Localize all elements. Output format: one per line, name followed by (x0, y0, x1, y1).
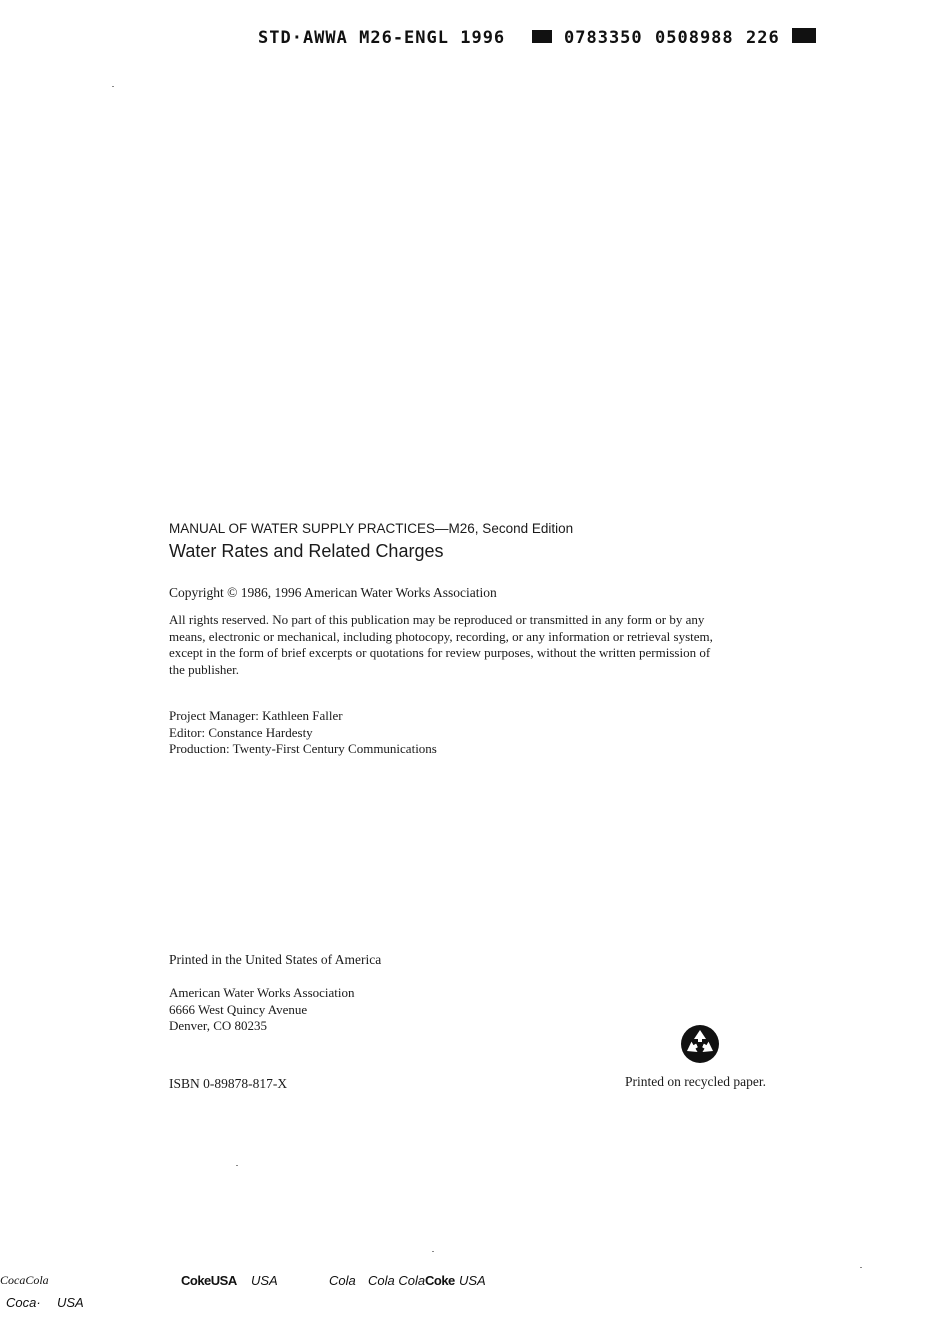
redaction-block (532, 30, 552, 43)
credit-production: Production: Twenty-First Century Communications (169, 741, 437, 756)
catalog-number-2: 0508988 (655, 28, 734, 48)
credit-project-manager: Project Manager: Kathleen Faller (169, 708, 343, 723)
footer-artifact: USA (459, 1273, 486, 1288)
scan-speck (860, 1267, 862, 1268)
footer-artifact: Cola Cola (368, 1273, 426, 1288)
catalog-number-3: 226 (746, 28, 780, 48)
recycle-icon (680, 1024, 720, 1064)
printed-in: Printed in the United States of America (169, 952, 382, 967)
rights-line: means, electronic or mechanical, including photocopy, recording, or any information or retrieval system, (169, 628, 713, 644)
scan-speck (112, 86, 114, 87)
redaction-block (792, 28, 816, 43)
series-line: MANUAL OF WATER SUPPLY PRACTICES—M26, Second Edition (169, 521, 574, 536)
footer-artifact: Coca· (6, 1295, 41, 1310)
footer-artifact: USA (251, 1273, 278, 1288)
catalog-number-1: 0783350 (564, 28, 643, 48)
footer-artifact: CocaCola (0, 1273, 49, 1287)
footer-artifact: Cola (329, 1273, 356, 1288)
rights-paragraph (169, 612, 789, 678)
publisher-address (169, 985, 355, 1035)
publisher-name: American Water Works Association (169, 985, 355, 1000)
credits (169, 708, 437, 758)
recycled-paper-note: Printed on recycled paper. (625, 1074, 766, 1089)
rights-line: All rights reserved. No part of this publication may be reproduced or transmitted in any form or by any (169, 612, 705, 627)
publisher-street: 6666 West Quincy Avenue (169, 1001, 308, 1017)
footer-artifact: CokeUSA (181, 1273, 237, 1288)
scan-speck (236, 1165, 238, 1166)
rights-line: the publisher. (169, 661, 240, 677)
publisher-city: Denver, CO 80235 (169, 1018, 268, 1033)
rights-line: except in the form of brief excerpts or quotations for review purposes, without the written permission of (169, 645, 711, 660)
footer-artifact: USA (57, 1295, 84, 1310)
copyright-notice: Copyright © 1986, 1996 American Water Works Association (169, 585, 497, 600)
book-title: Water Rates and Related Charges (169, 541, 444, 561)
credit-editor: Editor: Constance Hardesty (169, 724, 313, 740)
catalog-code: STD·AWWA M26-ENGL 1996 (258, 28, 506, 48)
catalog-header (258, 26, 818, 50)
isbn: ISBN 0-89878-817-X (169, 1076, 288, 1091)
scan-speck (432, 1251, 434, 1252)
footer-artifact: Coke (425, 1273, 455, 1288)
